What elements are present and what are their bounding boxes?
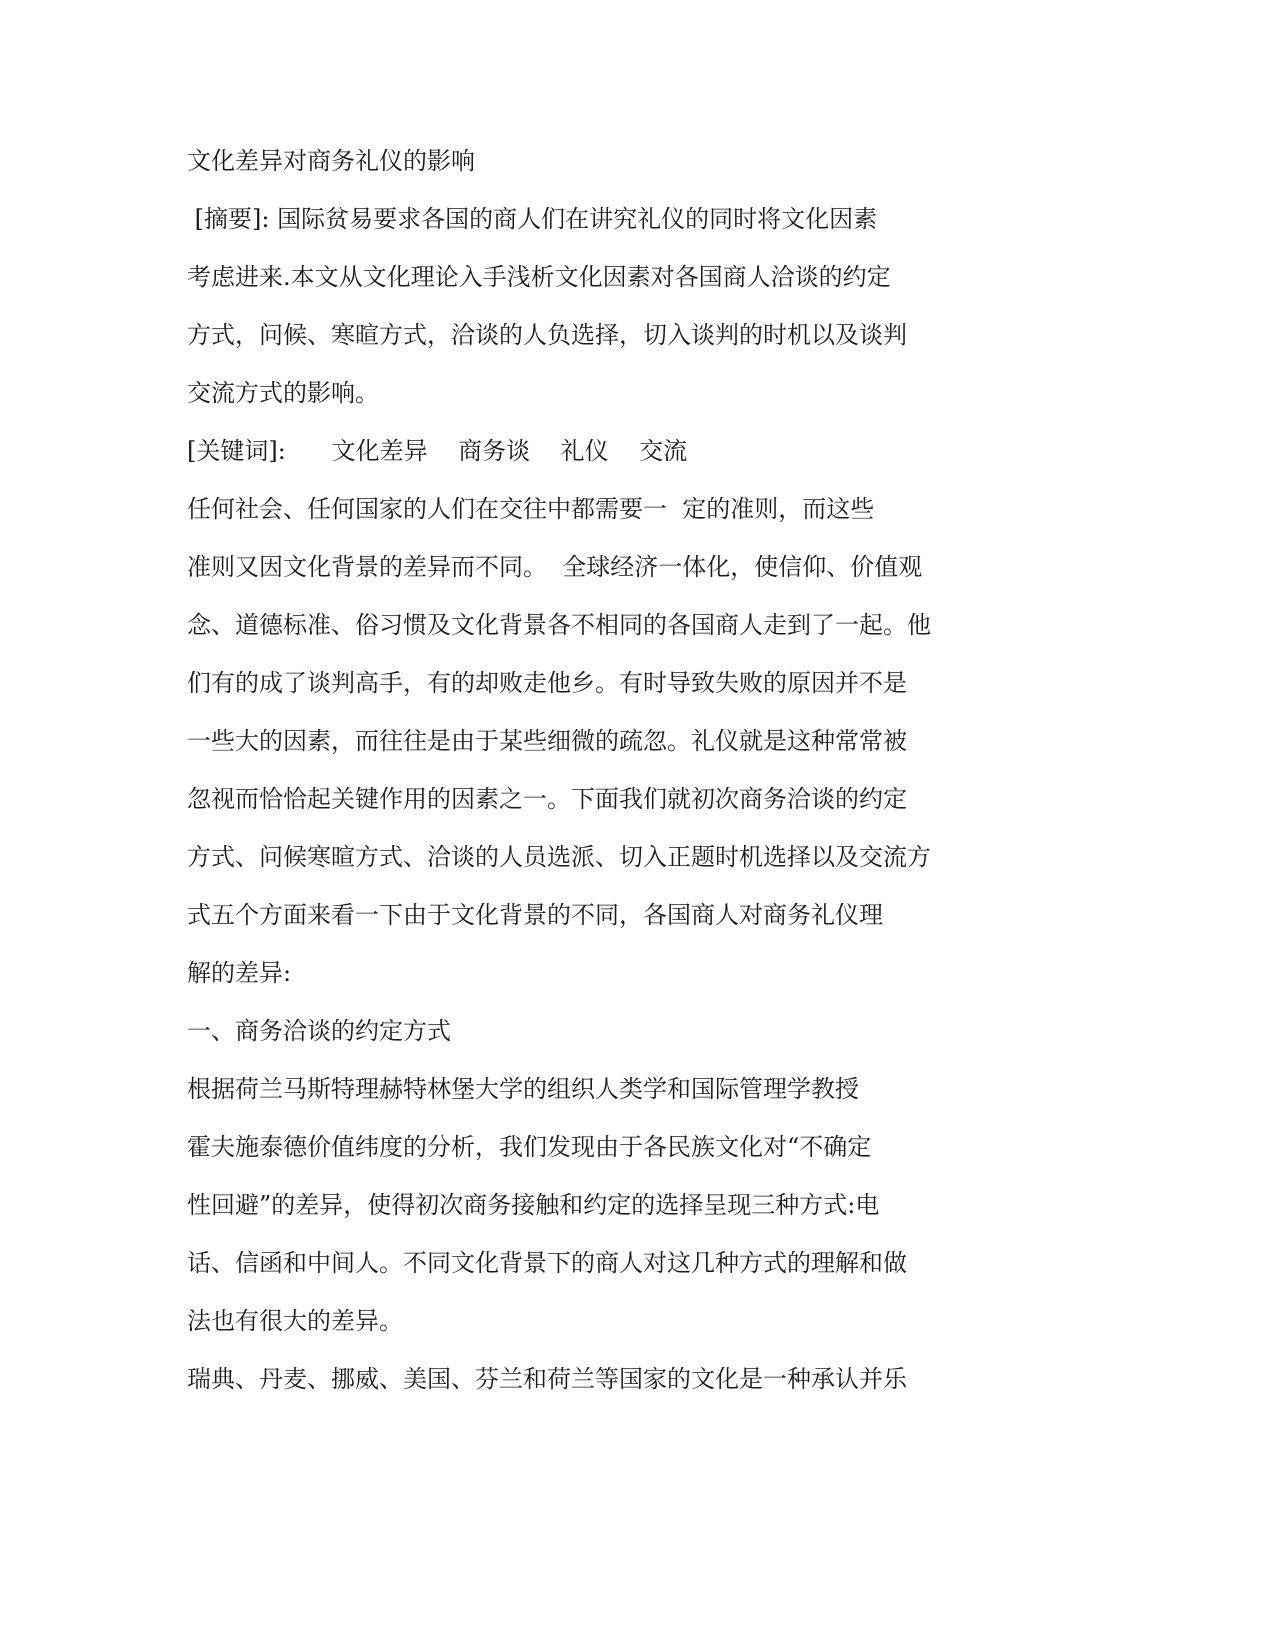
abstract-line: 考虑进来.本文从文化理论入手浅析文化因素对各国商人洽谈的约定 [187, 263, 891, 291]
abstract-line: 交流方式的影响。 [187, 379, 379, 407]
document-title: 文化差异对商务礼仪的影响 [187, 147, 475, 175]
intro-line: 一些大的因素，而往往是由于某些细微的疏忽。礼仪就是这种常常被 [187, 727, 907, 755]
intro-line: 任何社会、任何国家的人们在交往中都需要一 定的准则，而这些 [187, 495, 875, 523]
section-line: 霍夫施泰德价值纬度的分析，我们发现由于各民族文化对“不确定 [187, 1133, 872, 1161]
section-line: 根据荷兰马斯特理赫特林堡大学的组织人类学和国际管理学教授 [187, 1075, 859, 1103]
intro-line: 念、道德标准、俗习惯及文化背景各不相同的各国商人走到了一起。他 [187, 611, 931, 639]
intro-line: 忽视而恰恰起关键作用的因素之一。下面我们就初次商务洽谈的约定 [187, 785, 907, 813]
intro-line: 们有的成了谈判高手，有的却败走他乡。有时导致失败的原因并不是 [187, 669, 907, 697]
section-line: 话、信函和中间人。不同文化背景下的商人对这几种方式的理解和做 [187, 1249, 907, 1277]
abstract-line: 方式，问候、寒暄方式，洽谈的人负选择，切入谈判的时机以及谈判 [187, 321, 907, 349]
section-line: 法也有很大的差异。 [187, 1307, 403, 1335]
section-line: 性回避”的差异，使得初次商务接触和约定的选择呈现三种方式:电 [187, 1191, 880, 1219]
intro-line: 解的差异: [187, 959, 292, 987]
intro-line: 准则又因文化背景的差异而不同。 全球经济一体化，使信仰、价值观 [187, 553, 923, 581]
intro-line: 方式、问候寒暄方式、洽谈的人员选派、切入正题时机选择以及交流方 [187, 843, 931, 871]
abstract-line: [摘要]: 国际贫易要求各国的商人们在讲究礼仪的同时将文化因素 [187, 205, 878, 233]
section-heading: 一、商务洽谈的约定方式 [187, 1017, 451, 1045]
keywords-line: [关键词]: 文化差异 商务谈 礼仪 交流 [187, 437, 688, 465]
intro-line: 式五个方面来看一下由于文化背景的不同，各国商人对商务礼仪理 [187, 901, 883, 929]
section-line: 瑞典、丹麦、挪威、美国、芬兰和荷兰等国家的文化是一种承认并乐 [187, 1365, 907, 1393]
